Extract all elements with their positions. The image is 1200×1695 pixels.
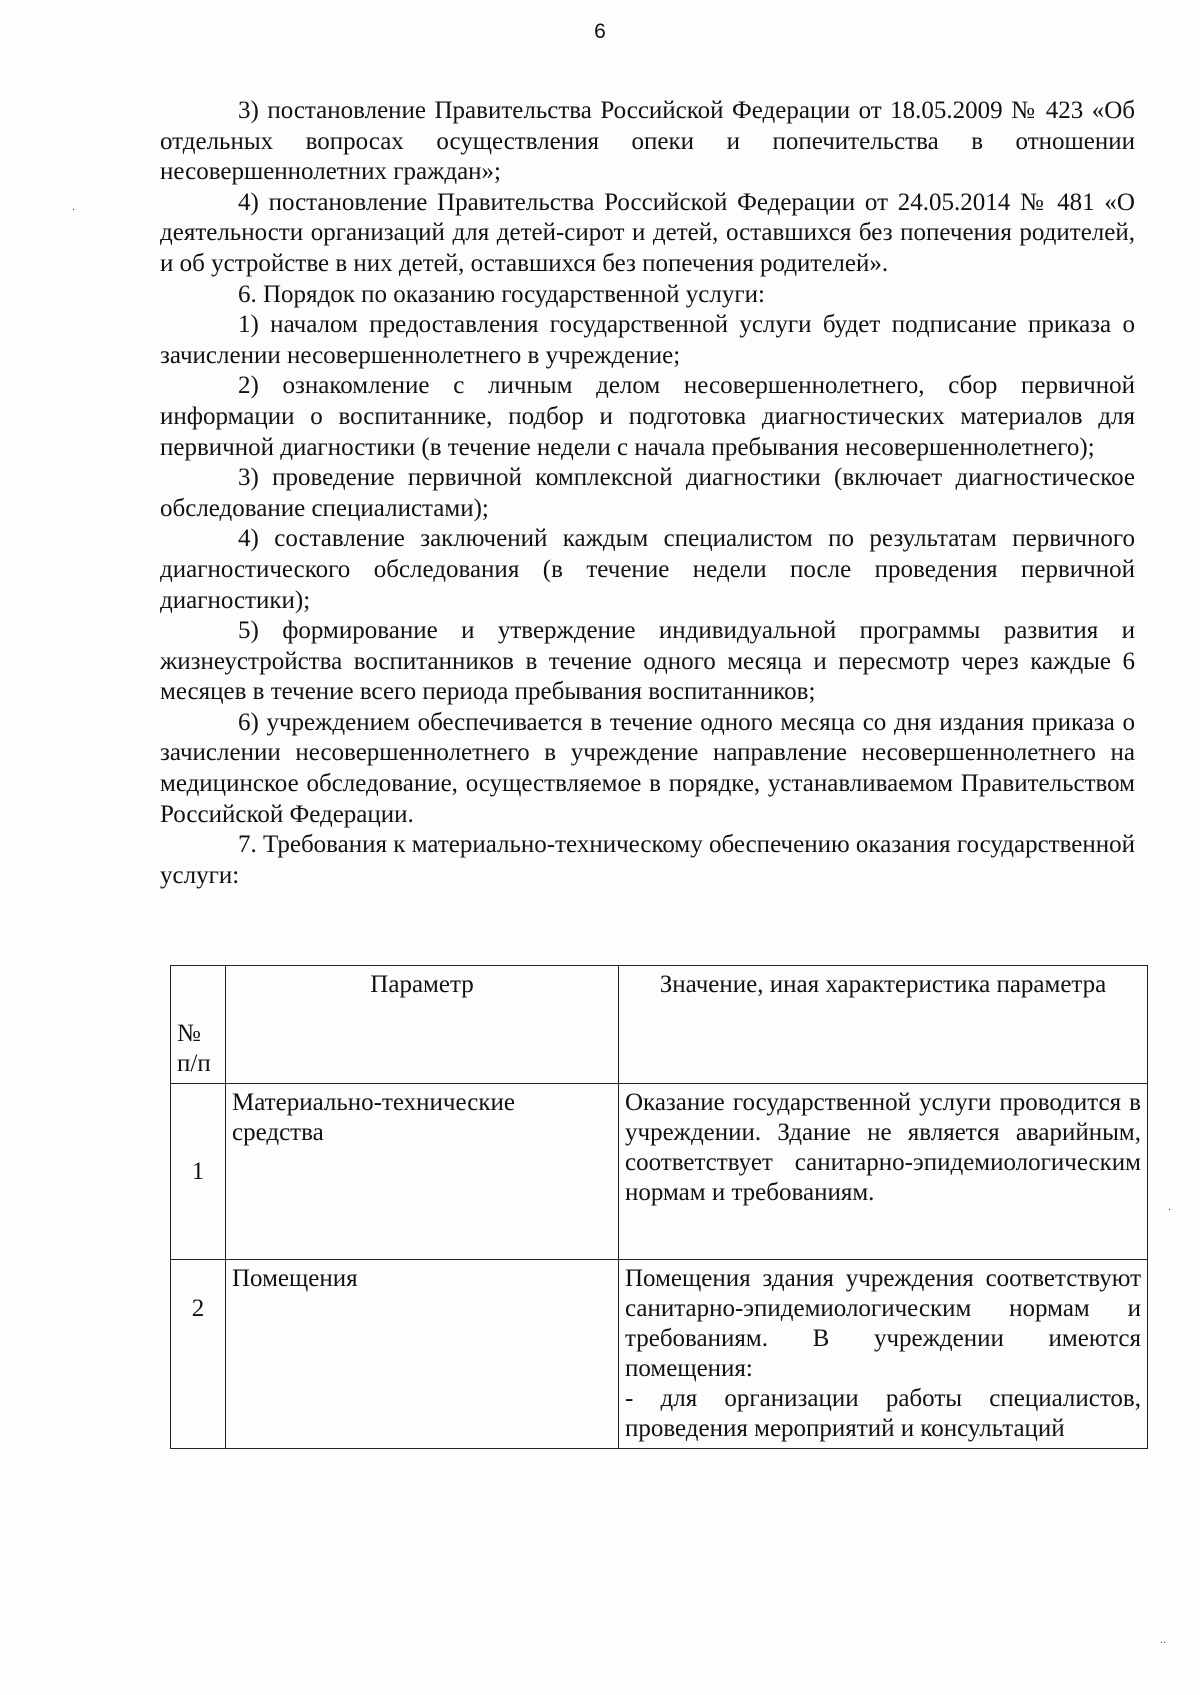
row-value: Оказание государственной услуги проводится в учреждении. Здание не является аварийным, соответствует санитарно-эпидемиологическим нормам и требованиям. [619,1084,1148,1260]
table-row [171,1260,1148,1449]
paragraph-item-4: 4) постановление Правительства Российской Федерации от 24.05.2014 № 481 «О деятельности организаций для детей-сирот и детей, оставшихся без попечения родителей, и об устройстве в них детей, оставшихся без попечения родителей». [160,188,1135,277]
row-param: Материально-технические средства [226,1084,619,1260]
row-value-extra: - для организации работы специалистов, проведения мероприятий и консультаций [625,1385,1141,1442]
document-body [160,96,1135,891]
row-number: 2 [171,1260,226,1449]
procedure-step-2: 2) ознакомление с личным делом несовершеннолетнего, сбор первичной информации о воспитаннике, подбор и подготовка диагностических материалов для первичной диагностики (в течение недели с начала пребывания несовершеннолетнего); [160,372,1135,461]
procedure-step-5: 5) формирование и утверждение индивидуальной программы развития и жизнеустройства воспитанников в течение одного месяца и пересмотр через каждые 6 месяцев в течение всего периода пребывания воспитанников; [160,617,1135,706]
header-value: Значение, иная характеристика параметра [619,966,1148,1084]
procedure-step-6: 6) учреждением обеспечивается в течение одного месяца со дня издания приказа о зачислении несовершеннолетнего в учреждение направление несовершеннолетнего на медицинское обследование, осуществляемое в порядке, устанавливаемом Правительством Российской Федерации. [160,708,1135,828]
scan-speck: · [1168,1205,1172,1216]
procedure-step-1: 1) началом предоставления государственной услуги будет подписание приказа о зачислении несовершеннолетнего в учреждение; [160,311,1135,369]
row-value-main: Помещения здания учреждения соответствуют санитарно-эпидемиологическим нормам и требованиям. В учреждении имеются помещения: [625,1265,1141,1382]
row-param: Помещения [226,1260,619,1449]
row-number: 1 [171,1084,226,1260]
table-header-row [171,966,1148,1084]
header-num: № п/п [171,966,226,1084]
paragraph-item-3: 3) постановление Правительства Российской Федерации от 18.05.2009 № 423 «Об отдельных вопросах осуществления опеки и попечительства в отношении несовершеннолетних граждан»; [160,97,1135,186]
table-row [171,1084,1148,1260]
procedure-step-3: 3) проведение первичной комплексной диагностики (включает диагностическое обследование специалистами); [160,464,1135,522]
header-param: Параметр [226,966,619,1084]
page-number: 6 [594,20,606,43]
section-6-heading: 6. Порядок по оказанию государственной услуги: [238,280,765,308]
procedure-step-4: 4) составление заключений каждым специалистом по результатам первичного диагностического обследования (в течение недели после проведения первичной диагностики); [160,525,1135,614]
scan-speck: ·· [1160,1638,1167,1649]
section-7-heading: 7. Требования к материально-техническому обеспечению оказания государственной услуги: [160,831,1135,889]
scan-speck: · [72,205,76,216]
row-value [619,1260,1148,1449]
requirements-table [170,965,1148,1449]
